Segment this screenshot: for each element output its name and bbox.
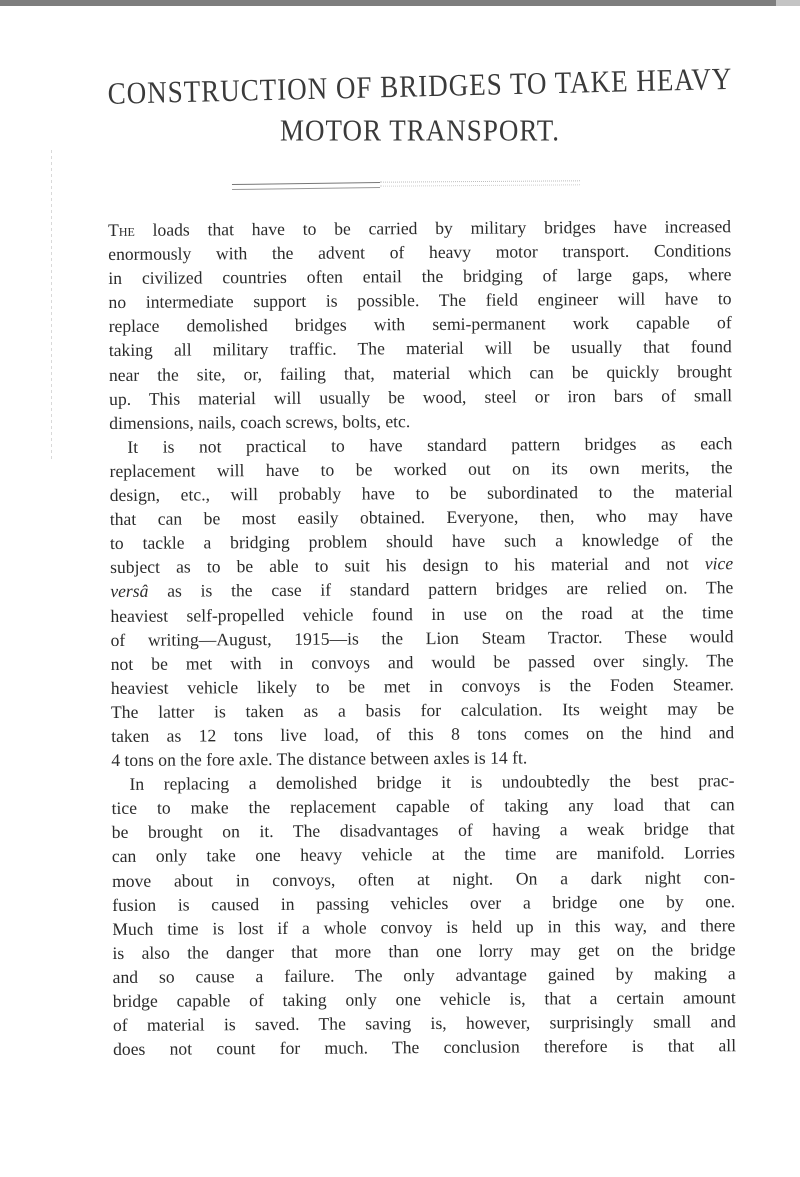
text-line: not be met with in convoys and would be passed over singly. The	[110, 649, 734, 674]
text-line: that can be most easily obtained. Everyone, then, who may have	[109, 505, 733, 530]
text-line: does not count for much. The conclusion therefore is that all	[113, 1035, 737, 1060]
text-line: bridge capable of taking only one vehicle is, that a certain amount	[112, 987, 736, 1011]
text-line: fusion is caused in passing vehicles over a bridge one by one.	[112, 890, 736, 915]
text-line: In replacing a demolished bridge it is undoubtedly the best prac-	[129, 770, 735, 795]
paragraph-2	[109, 431, 734, 772]
title-rule-faint	[380, 180, 580, 186]
text-line: near the site, or, failing that, material which can be quickly brought	[108, 360, 733, 385]
text-line: of material is saved. The saving is, however, surprisingly small and	[112, 1011, 736, 1036]
text-line: of writing—August, 1915—is the Lion Steam Tractor. These would	[110, 625, 734, 650]
text-line: taken as 12 tons live load, of this 8 tons comes on the hind and	[111, 722, 735, 746]
text-line: The loads that have to be carried by military bridges have increased	[108, 216, 732, 240]
title-rule	[232, 182, 380, 190]
text-line: heaviest self-propelled vehicle found in use on the road at the time	[110, 601, 734, 626]
text-line: replacement will have to be worked out on its own merits, the	[109, 457, 733, 481]
italic-phrase: vice	[704, 553, 734, 574]
text-line: and so cause a failure. The only advantage gained by making a	[112, 963, 736, 987]
text-line: move about in convoys, often at night. On a dark night con-	[111, 866, 736, 891]
text-line: subject as to be able to suit his design to his material and not vice	[110, 553, 734, 578]
text-line: It is not practical to have standard pattern bridges as each	[127, 433, 733, 457]
text-line: no intermediate support is possible. The field engineer will have to	[108, 288, 732, 313]
lead-word: The	[108, 219, 135, 240]
text-line: can only take one heavy vehicle at the time are manifold. Lorries	[111, 842, 735, 867]
title-line-2: MOTOR TRANSPORT.	[280, 112, 560, 148]
text-line: replace demolished bridges with semi-permanent work capable of	[108, 312, 732, 337]
text-line: up. This material will usually be wood, steel or iron bars of small	[109, 384, 733, 409]
page-title	[60, 61, 780, 148]
title-line-1: CONSTRUCTION OF BRIDGES TO TAKE HEAVY	[107, 61, 733, 111]
italic-phrase: versâ	[110, 581, 149, 602]
text-line: design, etc., will probably have to be subordinated to the material	[109, 481, 733, 506]
text-line: enormously with the advent of heavy motor transport. Conditions	[108, 240, 732, 265]
text-line: tice to make the replacement capable of taking any load that can	[111, 794, 735, 819]
scrollbar-corner	[776, 0, 800, 6]
paragraph-1	[108, 214, 732, 435]
body-text	[108, 214, 736, 1061]
text-line: Much time is lost if a whole convoy is held up in this way, and there	[112, 914, 736, 939]
text-line: dimensions, nails, coach screws, bolts, etc.	[109, 410, 411, 433]
page-gutter-line	[51, 150, 52, 460]
text-line: taking all military traffic. The material will be usually that found	[108, 336, 732, 361]
top-bar	[0, 0, 776, 6]
text-line: 4 tons on the fore axle. The distance between axles is 14 ft.	[111, 747, 528, 771]
text-line: be brought on it. The disadvantages of having a weak bridge that	[111, 818, 735, 843]
paragraph-3	[111, 768, 736, 1061]
text-line: The latter is taken as a basis for calculation. Its weight may be	[110, 698, 735, 722]
text-line: heaviest vehicle likely to be met in convoys is the Foden Steamer.	[110, 673, 734, 698]
text-line: is also the danger that more than one lorry may get on the bridge	[112, 938, 736, 963]
text-line: versâ as is the case if standard pattern bridges are relied on. The	[110, 577, 734, 602]
text-line: in civilized countries often entail the bridging of large gaps, where	[108, 264, 732, 289]
text-line: to tackle a bridging problem should have such a knowledge of the	[109, 529, 734, 554]
